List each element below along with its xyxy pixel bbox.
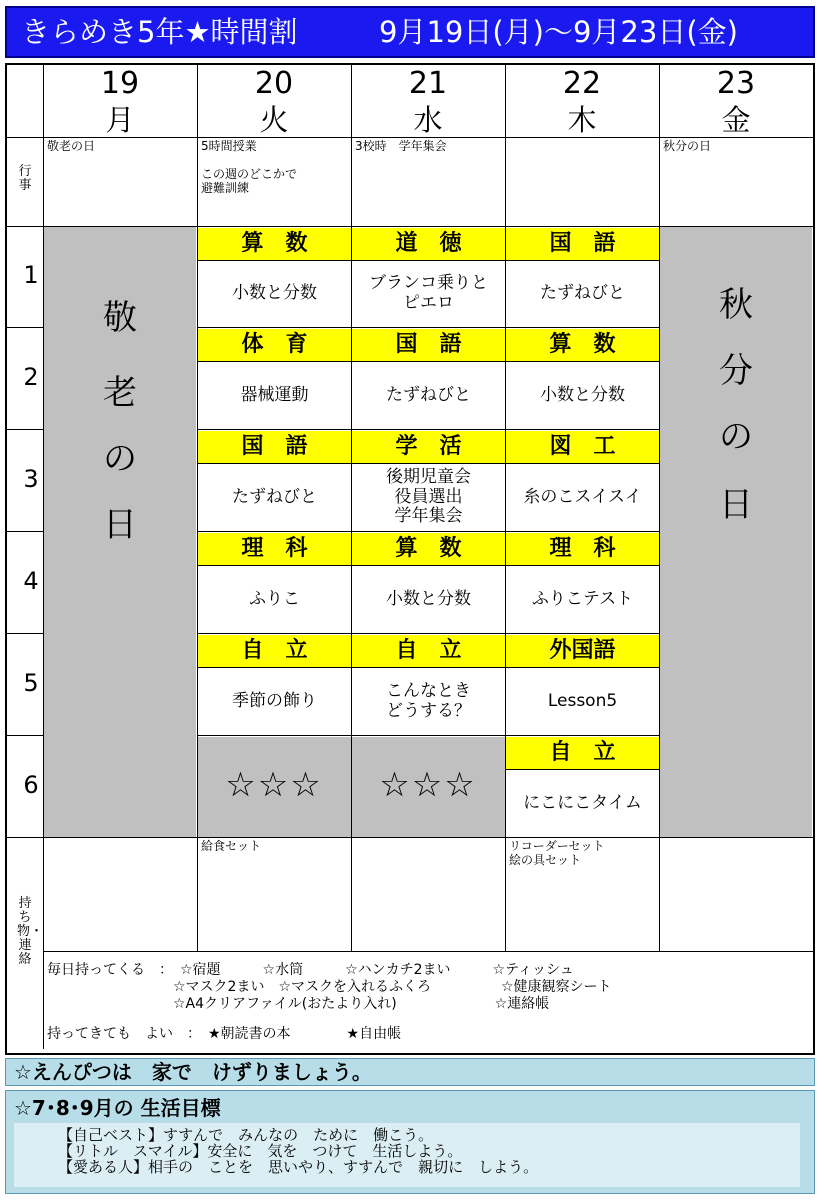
- holiday-fri-char-4: 日: [719, 485, 753, 525]
- date-mon: 19: [100, 66, 140, 101]
- holiday-mon-char-4: 日: [103, 505, 137, 545]
- subject-tue-2: 体 育: [198, 329, 351, 361]
- period-4: 4: [23, 567, 39, 595]
- subject-wed-2: 国 語: [352, 329, 505, 361]
- lesson-wed-5: こんなとき どうする？: [386, 680, 471, 721]
- date-thu: 22: [562, 66, 602, 101]
- lesson-thu-2: 小数と分数: [540, 384, 625, 405]
- holiday-mon-char-1: 敬: [103, 298, 137, 338]
- weekday-fri: 金: [721, 103, 751, 137]
- event-wed: 3校時 学年集会: [355, 139, 447, 153]
- weekday-mon: 月: [105, 103, 135, 137]
- lesson-tue-6: ☆☆☆: [225, 765, 323, 805]
- holiday-fri-char-3: の: [719, 417, 753, 457]
- lesson-thu-1: たずねびと: [540, 283, 625, 304]
- subject-wed-1: 道 徳: [352, 228, 505, 260]
- holiday-fri-char-2: 分: [719, 351, 753, 391]
- weekday-tue: 火: [259, 103, 289, 137]
- lesson-thu-4: ふりこテスト: [531, 588, 634, 609]
- lesson-wed-4: 小数と分数: [386, 588, 471, 609]
- event-mon: 敬老の日: [47, 139, 96, 153]
- date-tue: 20: [254, 66, 294, 101]
- holiday-mon-char-2: 老: [103, 373, 137, 413]
- life-goals-title: ☆7･8･9月の 生活目標: [14, 1096, 221, 1120]
- subject-tue-1: 算 数: [198, 228, 351, 260]
- period-1: 1: [23, 261, 39, 289]
- lesson-tue-5: 季節の飾り: [232, 690, 317, 711]
- date-wed: 21: [408, 66, 448, 101]
- lesson-wed-1: ブランコ乗りと ピエロ: [369, 273, 488, 313]
- lesson-wed-2: たずねびと: [386, 384, 471, 405]
- title-banner: [5, 6, 815, 58]
- notice-bar: ☆えんぴつは 家で けずりましょう。: [5, 1058, 815, 1086]
- belongings-thu: リコーダーセット 絵の具セット: [509, 839, 605, 867]
- subject-wed-5: 自 立: [352, 635, 505, 667]
- lesson-wed-3: 後期児童会 役員選出 学年集会: [386, 467, 471, 527]
- subject-thu-5: 外国語: [506, 635, 659, 667]
- period-5: 5: [23, 669, 39, 697]
- weekday-thu: 木: [567, 103, 597, 137]
- life-goals-list: 【自己ベスト】すすんで みんなの ために 働こう。 【リトル スマイル】安全に 気を つけて 生活しよう。 【愛ある人】相手の ことを 思いやり、すすんで 親切に しよう。: [14, 1123, 800, 1187]
- holiday-mon-char-3: の: [103, 439, 137, 479]
- period-6: 6: [23, 771, 39, 799]
- subject-thu-2: 算 数: [506, 329, 659, 361]
- belongings-tue: 給食セット: [201, 839, 262, 853]
- subject-thu-3: 図 工: [506, 431, 659, 463]
- subject-thu-6: 自 立: [506, 737, 659, 769]
- date-range: 9月19日(月)～9月23日(金): [379, 15, 738, 49]
- lesson-wed-6: ☆☆☆: [379, 765, 477, 805]
- subject-tue-3: 国 語: [198, 431, 351, 463]
- belongings-row-label: 持ち物・連絡: [17, 896, 44, 967]
- timetable: [5, 63, 815, 1055]
- subject-thu-4: 理 科: [506, 533, 659, 565]
- subject-wed-4: 算 数: [352, 533, 505, 565]
- lesson-tue-3: たずねびと: [232, 486, 317, 507]
- lesson-tue-1: 小数と分数: [232, 283, 317, 304]
- optional-items: 持ってきても よい ： ★朝読書の本 ★自由帳: [47, 1026, 402, 1042]
- event-fri: 秋分の日: [663, 139, 712, 153]
- daily-items: 毎日持ってくる ： ☆宿題 ☆水筒 ☆ハンカチ2まい ☆ティッシュ ☆マスク2まい ☆マスクを入れるふくろ ☆健康観察シート ☆A4クリアファイル(おたより入れ) ☆連絡帳: [47, 962, 612, 1012]
- lesson-thu-5: Lesson5: [547, 690, 618, 711]
- subject-wed-3: 学 活: [352, 431, 505, 463]
- lesson-tue-4: ふりこ: [249, 588, 300, 609]
- lesson-thu-6: にこにこタイム: [523, 792, 642, 813]
- subject-tue-4: 理 科: [198, 533, 351, 565]
- subject-tue-5: 自 立: [198, 635, 351, 667]
- lesson-tue-2: 器械運動: [240, 384, 309, 405]
- lesson-thu-3: 糸のこスイスイ: [523, 486, 642, 507]
- subject-thu-1: 国 語: [506, 228, 659, 260]
- life-goals-panel: [5, 1090, 815, 1194]
- page-title: きらめき5年★時間割: [21, 15, 298, 49]
- period-2: 2: [23, 363, 39, 391]
- period-3: 3: [23, 465, 39, 493]
- holiday-fri-char-1: 秋: [719, 285, 753, 325]
- date-fri: 23: [716, 66, 756, 101]
- event-tue: 5時間授業 この週のどこかで 避難訓練: [201, 139, 298, 195]
- weekday-wed: 水: [413, 103, 443, 137]
- events-row-label: 行事: [18, 164, 32, 193]
